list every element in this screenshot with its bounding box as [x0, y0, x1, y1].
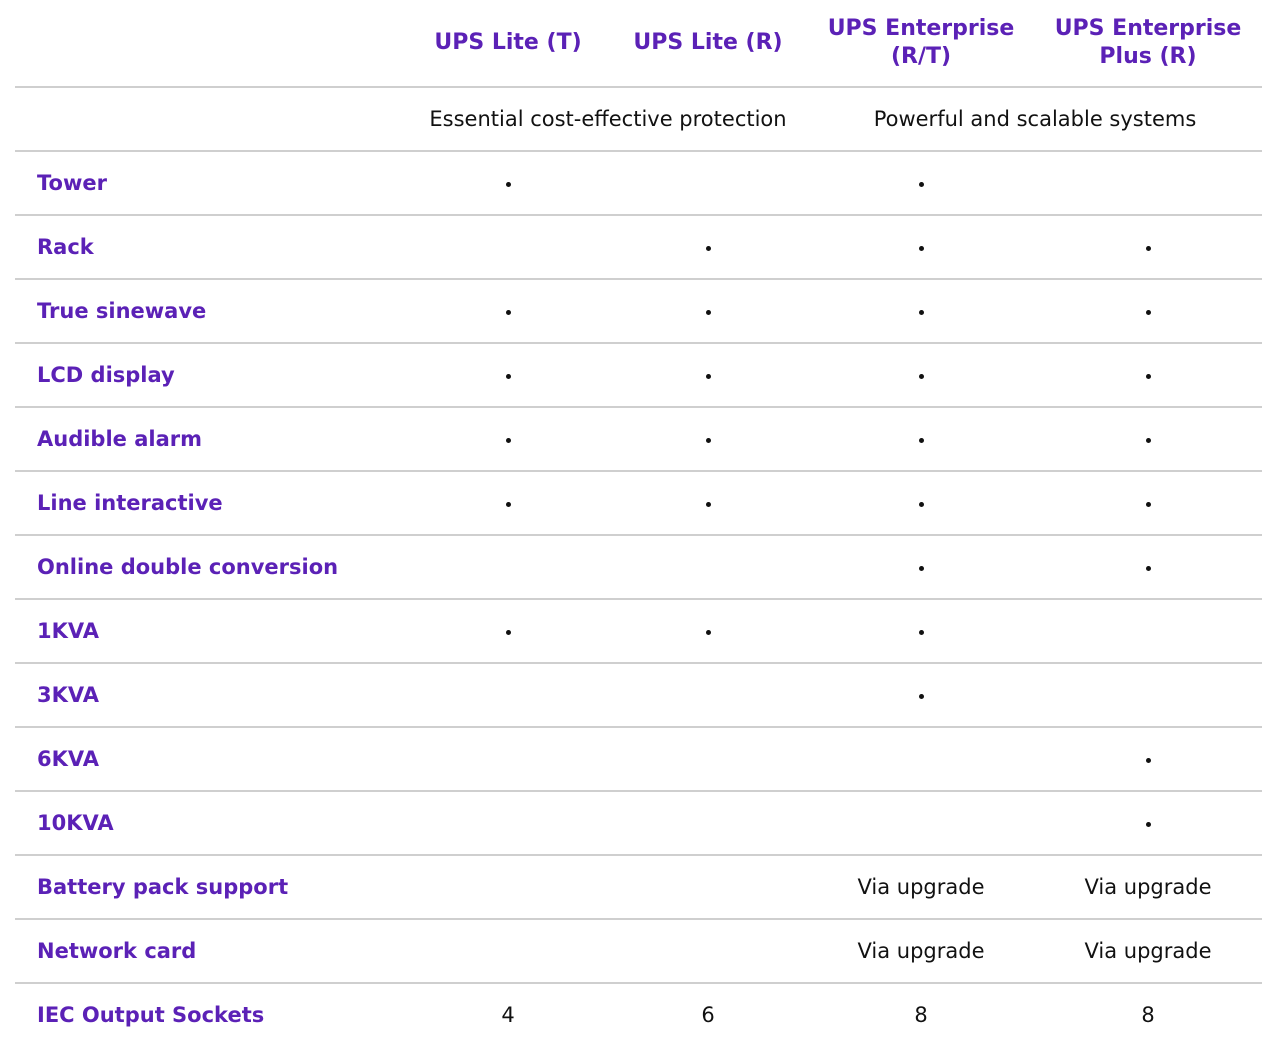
feature-cell-value: Via upgrade	[808, 919, 1034, 983]
feature-cell	[408, 279, 608, 343]
bullet-dot-icon	[1146, 758, 1151, 763]
feature-cell	[608, 471, 808, 535]
feature-cell	[808, 215, 1034, 279]
feature-cell-empty	[608, 919, 808, 983]
feature-cell	[1034, 215, 1262, 279]
feature-cell-empty	[608, 791, 808, 855]
feature-cell-empty	[408, 919, 608, 983]
feature-cell-empty	[1034, 663, 1262, 727]
table-row	[15, 215, 1262, 279]
feature-cell-empty	[608, 535, 808, 599]
feature-cell-empty	[808, 727, 1034, 791]
feature-cell	[808, 599, 1034, 663]
bullet-dot-icon	[919, 694, 924, 699]
feature-cell	[408, 343, 608, 407]
feature-cell	[808, 407, 1034, 471]
bullet-dot-icon	[919, 182, 924, 187]
feature-label: Audible alarm	[15, 407, 408, 471]
bullet-dot-icon	[919, 246, 924, 251]
feature-cell-value: 8	[914, 1003, 928, 1027]
bullet-dot-icon	[706, 502, 711, 507]
table-row	[15, 535, 1262, 599]
tagline-row	[15, 87, 1262, 151]
feature-cell	[808, 279, 1034, 343]
feature-cell-empty	[608, 151, 808, 215]
bullet-dot-icon	[506, 374, 511, 379]
feature-cell	[1034, 471, 1262, 535]
column-header-ups-lite-r	[608, 0, 808, 87]
feature-label: Battery pack support	[15, 855, 408, 919]
feature-cell	[608, 407, 808, 471]
feature-cell-empty	[608, 727, 808, 791]
feature-cell-value: Via upgrade	[808, 855, 1034, 919]
feature-cell	[1034, 727, 1262, 791]
column-header-ups-lite-t	[408, 0, 608, 87]
tagline-enterprise: Powerful and scalable systems	[808, 87, 1262, 151]
table-row	[15, 343, 1262, 407]
feature-label: 1KVA	[15, 599, 408, 663]
feature-cell-empty	[408, 727, 608, 791]
bullet-dot-icon	[506, 502, 511, 507]
feature-cell-empty	[808, 791, 1034, 855]
table-row	[15, 471, 1262, 535]
feature-cell-value: 6	[701, 1003, 715, 1027]
feature-cell	[608, 343, 808, 407]
table-row	[15, 407, 1262, 471]
feature-cell	[1034, 791, 1262, 855]
bullet-dot-icon	[1146, 822, 1151, 827]
bullet-dot-icon	[1146, 374, 1151, 379]
column-header-row	[15, 0, 1262, 87]
feature-label: Online double conversion	[15, 535, 408, 599]
column-header-line: UPS Enterprise	[827, 16, 1015, 41]
feature-cell	[608, 279, 808, 343]
bullet-dot-icon	[506, 438, 511, 443]
bullet-dot-icon	[706, 438, 711, 443]
feature-label: Network card	[15, 919, 408, 983]
feature-label: Line interactive	[15, 471, 408, 535]
bullet-dot-icon	[506, 182, 511, 187]
feature-cell-value: Via upgrade	[1034, 919, 1262, 983]
bullet-dot-icon	[919, 566, 924, 571]
table-row	[15, 791, 1262, 855]
bullet-dot-icon	[919, 374, 924, 379]
table-row	[15, 151, 1262, 215]
table-row	[15, 663, 1262, 727]
tagline-spacer	[15, 87, 408, 151]
feature-cell-value: 8	[1141, 1003, 1155, 1027]
feature-cell-empty	[1034, 151, 1262, 215]
table-row	[15, 855, 1262, 919]
bullet-dot-icon	[919, 630, 924, 635]
bullet-dot-icon	[1146, 310, 1151, 315]
feature-label: Rack	[15, 215, 408, 279]
feature-cell	[808, 471, 1034, 535]
bullet-dot-icon	[706, 374, 711, 379]
feature-cell-empty	[1034, 599, 1262, 663]
column-header-line: UPS Lite (T)	[434, 30, 582, 55]
column-header-ups-enterprise-rt	[808, 0, 1034, 87]
feature-label: 10KVA	[15, 791, 408, 855]
table-row	[15, 919, 1262, 983]
feature-cell-empty	[408, 791, 608, 855]
bullet-dot-icon	[506, 310, 511, 315]
table-row	[15, 727, 1262, 791]
table-row	[15, 279, 1262, 343]
feature-cell	[608, 599, 808, 663]
feature-cell	[1034, 279, 1262, 343]
feature-label: LCD display	[15, 343, 408, 407]
bullet-dot-icon	[706, 246, 711, 251]
column-header-line: Plus (R)	[1099, 44, 1197, 69]
bullet-dot-icon	[919, 438, 924, 443]
bullet-dot-icon	[706, 630, 711, 635]
feature-cell	[808, 535, 1034, 599]
feature-cell-empty	[608, 663, 808, 727]
feature-label: True sinewave	[15, 279, 408, 343]
feature-cell	[808, 151, 1034, 215]
bullet-dot-icon	[1146, 502, 1151, 507]
bullet-dot-icon	[1146, 246, 1151, 251]
feature-cell	[1034, 343, 1262, 407]
feature-cell-value: 4	[501, 1003, 515, 1027]
feature-label: IEC Output Sockets	[37, 1003, 265, 1027]
feature-cell-empty	[408, 855, 608, 919]
feature-cell	[408, 407, 608, 471]
feature-label: Tower	[15, 151, 408, 215]
feature-cell	[808, 343, 1034, 407]
bullet-dot-icon	[1146, 566, 1151, 571]
ups-comparison-table	[15, 0, 1262, 1046]
column-header-ups-enterprise-plus-r	[1034, 0, 1262, 87]
feature-cell	[1034, 407, 1262, 471]
column-header-line: (R/T)	[890, 44, 952, 69]
feature-cell	[408, 471, 608, 535]
feature-cell-empty	[408, 663, 608, 727]
bullet-dot-icon	[506, 630, 511, 635]
feature-cell-value: Via upgrade	[1034, 855, 1262, 919]
feature-cell	[808, 663, 1034, 727]
bullet-dot-icon	[1146, 438, 1151, 443]
feature-rows	[15, 151, 1262, 1046]
tagline-lite: Essential cost-effective protection	[408, 87, 808, 151]
feature-cell	[608, 215, 808, 279]
feature-cell-empty	[408, 215, 608, 279]
feature-cell-empty	[408, 535, 608, 599]
bullet-dot-icon	[919, 310, 924, 315]
column-header-line: UPS Enterprise	[1054, 16, 1242, 41]
feature-cell	[1034, 535, 1262, 599]
bullet-dot-icon	[919, 502, 924, 507]
feature-cell	[408, 599, 608, 663]
feature-label: 3KVA	[15, 663, 408, 727]
column-header-line: UPS Lite (R)	[633, 30, 783, 55]
feature-cell	[408, 151, 608, 215]
feature-label: 6KVA	[15, 727, 408, 791]
bullet-dot-icon	[706, 310, 711, 315]
table-row	[15, 983, 1262, 1046]
header-spacer	[15, 0, 408, 87]
table-row	[15, 599, 1262, 663]
feature-cell-empty	[608, 855, 808, 919]
